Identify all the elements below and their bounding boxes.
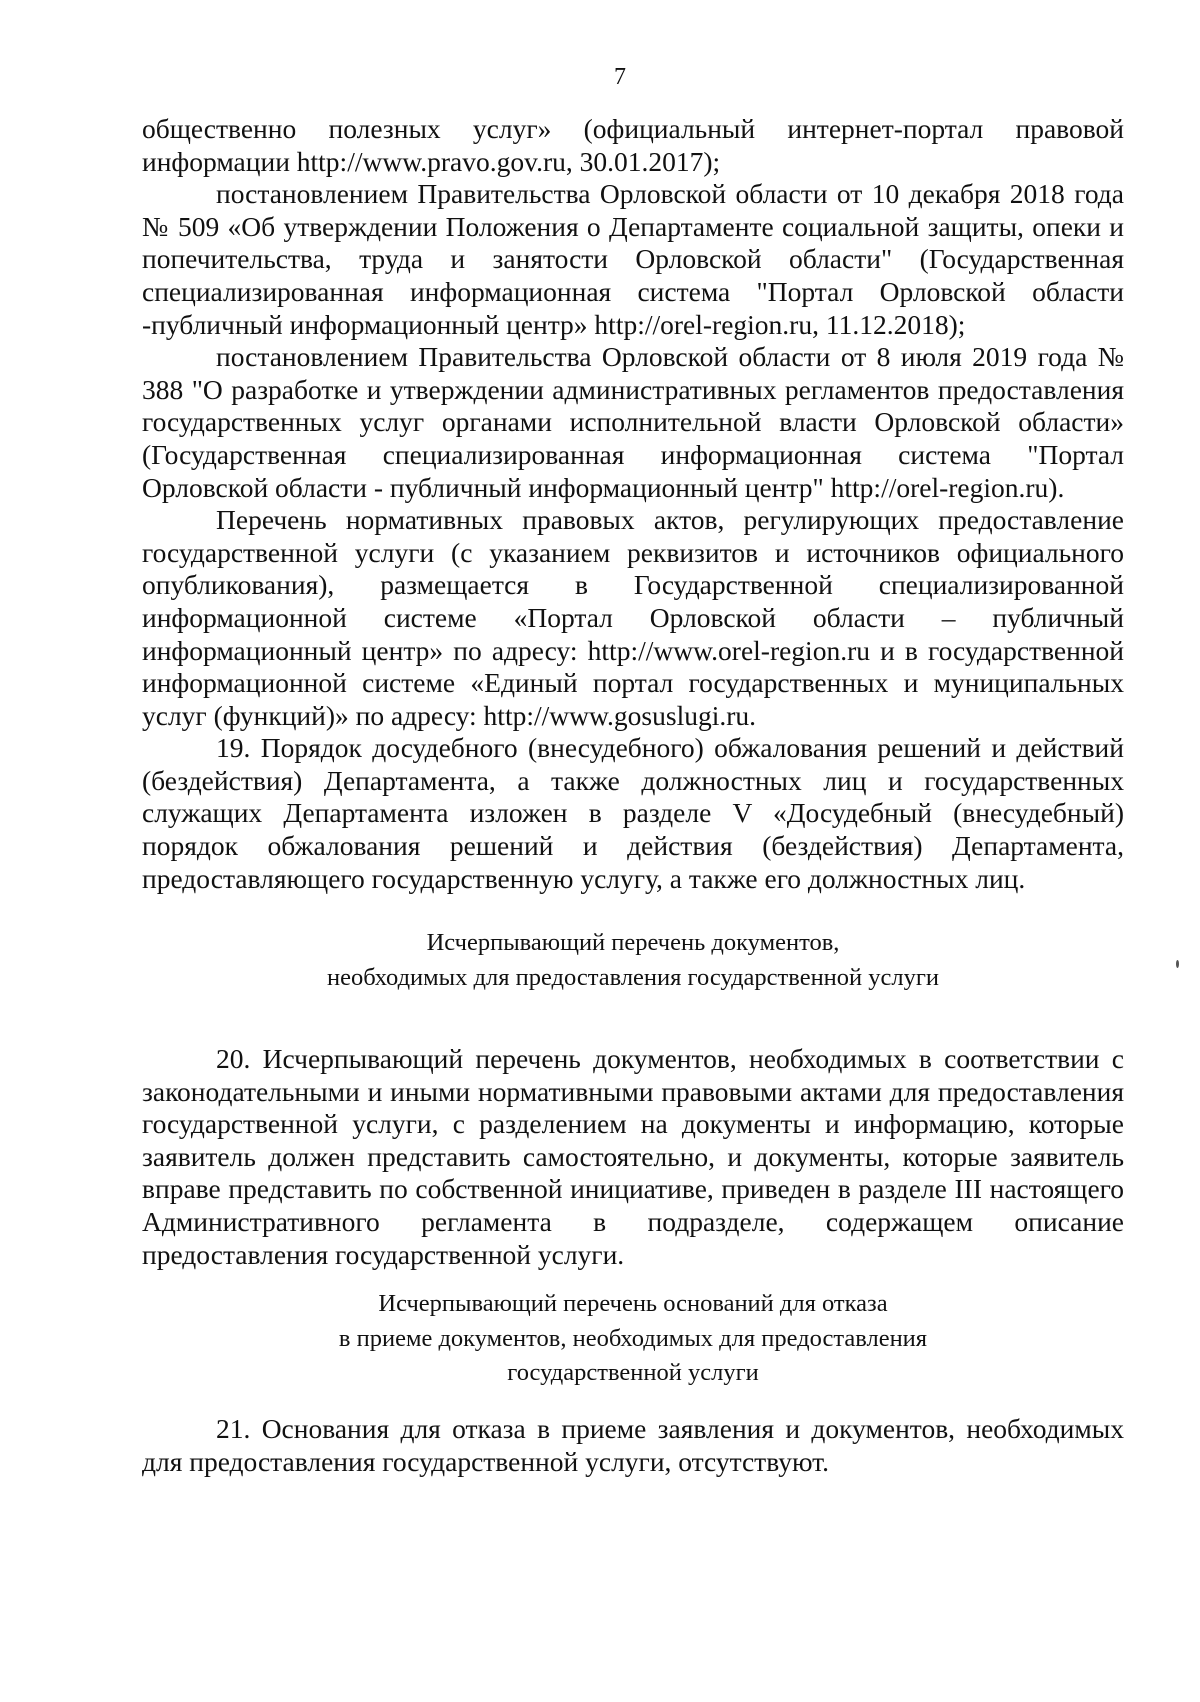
scan-speck (1176, 960, 1179, 968)
legal-acts-block (142, 113, 1124, 895)
page-number: 7 (614, 64, 626, 90)
paragraph-item-21: 21. Основания для отказа в приеме заявления и документов, необходимых для предоставления государственной услуги, отсутствуют. (142, 1413, 1124, 1477)
paragraph-item-20: 20. Исчерпывающий перечень документов, необходимых в соответствии с законодательными и иными нормативными правовыми актами для предоставления государственной услуги, с разделением на документы и информацию, которые заявитель должен представить самостоятельно, и документы, которые заявитель вправе представить по собственной инициативе, приведен в разделе III настоящего Административного регламента в подразделе, содержащем описание предоставления государственной услуги. (142, 1043, 1124, 1270)
heading-line: Исчерпывающий перечень документов, (426, 929, 840, 956)
paragraph-resolution-509: постановлением Правительства Орловской области от 10 декабря 2018 года № 509 «Об утверждении Положения о Департаменте социальной защиты, опеки и попечительства, труда и занятости Орловской области" (Государственная специализированная информационная система "Портал Орловской области -публичный информационный центр» http://orel-region.ru, 11.12.2018); (142, 178, 1124, 340)
heading-line: Исчерпывающий перечень оснований для отказа (378, 1290, 888, 1317)
documents-list-block (142, 1043, 1124, 1271)
heading-line: государственной услуги (507, 1359, 759, 1386)
refusal-block (142, 1413, 1124, 1478)
paragraph-resolution-388: постановлением Правительства Орловской области от 8 июля 2019 года № 388 "О разработке и утверждении административных регламентов предоставления государственных услуг органами исполнительной власти Орловской области» (Государственная специализированная информационная система "Портал Орловской области - публичный информационный центр" http://orel-region.ru). (142, 341, 1124, 503)
section-heading-documents (142, 926, 1124, 995)
heading-line: необходимых для предоставления государственной услуги (326, 963, 940, 991)
heading-line: в приеме документов, необходимых для предоставления (338, 1324, 928, 1352)
paragraph-legal-act-continuation: общественно полезных услуг» (официальный интернет-портал правовой информации http://www.pravo.gov.ru, 30.01.2017); (142, 113, 1124, 177)
paragraph-item-19: 19. Порядок досудебного (внесудебного) обжалования решений и действий (бездействия) Департамента, а также должностных лиц и государственных служащих Департамента изложен в разделе V «Досудебный (внесудебный) порядок обжалования решений и действия (бездействия) Департамента, предоставляющего государственную услугу, а также его должностных лиц. (142, 732, 1124, 894)
paragraph-acts-list-publication: Перечень нормативных правовых актов, регулирующих предоставление государственной услуги (с указанием реквизитов и источников официального опубликования), размещается в Государственной специализированной информационной системе «Портал Орловской области – публичный информационный центр» по адресу: http://www.orel-region.ru и в государственной информационной системе «Единый портал государственных и муниципальных услуг (функций)» по адресу: http://www.gosuslugi.ru. (142, 504, 1124, 731)
section-heading-refusal-grounds (142, 1287, 1124, 1391)
